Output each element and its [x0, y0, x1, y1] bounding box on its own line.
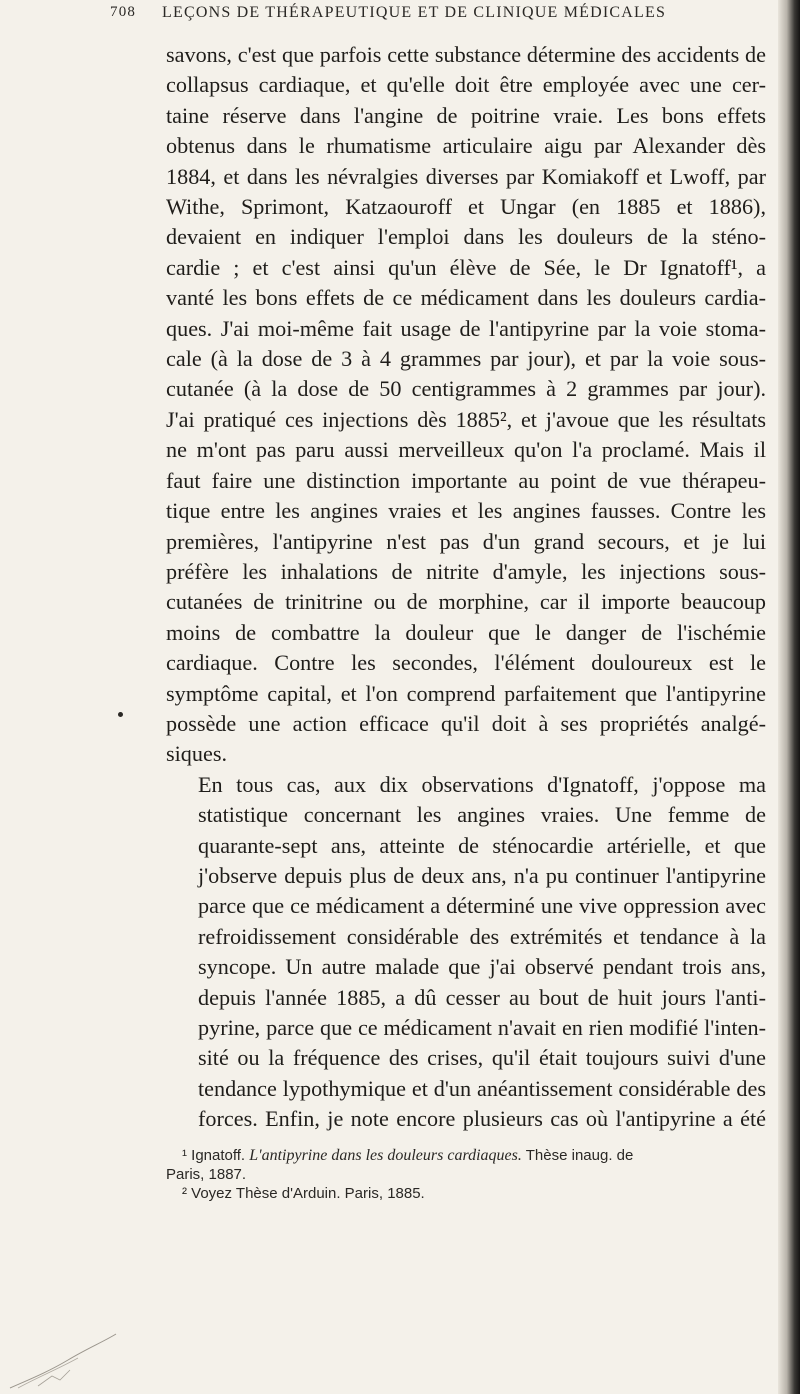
text-line: ne m'ont pas paru aussi merveilleux qu'on l'a proclamé. Mais il [166, 437, 766, 463]
page-edge-shadow [778, 0, 800, 1394]
text-line: faut faire une distinction importante au point de vue thérapeu- [166, 467, 766, 493]
running-title: LEÇONS DE THÉRAPEUTIQUE ET DE CLINIQUE MÉDICALES [162, 4, 667, 21]
text-line: moins de combattre la douleur que le danger de l'ischémie [166, 619, 766, 645]
text-line: préfère les inhalations de nitrite d'amyle, les injections sous- [166, 558, 766, 584]
text-line: quarante-sept ans, atteinte de sténocardie artérielle, et que [198, 832, 766, 858]
running-header [110, 0, 770, 30]
text-line: devaient en indiquer l'emploi dans les douleurs de la sténo- [166, 224, 766, 250]
text-line: cutanées de trinitrine ou de morphine, car il importe beaucoup [166, 589, 766, 615]
text-line: savons, c'est que parfois cette substance détermine des accidents de [166, 42, 766, 67]
text-line: depuis l'année 1885, a dû cesser au bout de huit jours l'anti- [198, 984, 766, 1010]
paragraph-1 [166, 40, 766, 770]
text-line: collapsus cardiaque, et qu'elle doit être employée avec une cer- [166, 72, 766, 98]
footnote-1-info: Thèse inaug. de [521, 1147, 634, 1164]
text-line: 1884, et dans les névralgies diverses par Komiakoff et Lwoff, par [166, 163, 766, 189]
margin-mark [118, 712, 123, 717]
text-line: statistique concernant les angines vraies. Une femme de [198, 802, 766, 828]
paragraph-2 [166, 770, 766, 1135]
text-line: pyrine, parce que ce médicament n'avait en rien modifié l'inten- [198, 1015, 766, 1040]
footnote-1 [166, 1146, 766, 1165]
text-line: Withe, Sprimont, Katzaouroff et Ungar (en 1885 et 1886), [166, 194, 766, 220]
footnote-1-continued: Paris, 1887. [166, 1166, 247, 1183]
pencil-sketch-mark [8, 1330, 118, 1390]
text-line: syncope. Un autre malade que j'ai observé pendant trois ans, [198, 954, 766, 980]
footnote-1-author: ¹ Ignatoff. [182, 1147, 250, 1164]
text-line: refroidissement considérable des extrémités et tendance à la [198, 923, 766, 949]
text-line: cutanée (à la dose de 50 centigrammes à 2 grammes par jour). [166, 376, 766, 402]
text-line: possède une action efficace qu'il doit à ses propriétés analgé- [166, 710, 766, 736]
text-line: cardiaque. Contre les secondes, l'élément douloureux est le [166, 650, 766, 676]
footnote-1-title: L'antipyrine dans les douleurs cardiaques. [249, 1147, 522, 1164]
text-line: ques. J'ai moi-même fait usage de l'antipyrine par la voie stoma- [166, 315, 766, 341]
text-line: taine réserve dans l'angine de poitrine vraie. Les bons effets [166, 102, 766, 128]
text-line: parce que ce médicament a déterminé une vive oppression avec [198, 893, 766, 919]
body-text [166, 40, 766, 1135]
page-number: 708 [110, 4, 137, 20]
text-line: symptôme capital, et l'on comprend parfaitement que l'antipyrine [166, 680, 766, 706]
text-line: j'observe depuis plus de deux ans, n'a pu continuer l'antipyrine [198, 862, 766, 888]
text-line: cardie ; et c'est ainsi qu'un élève de Sée, le Dr Ignatoff¹, a [166, 254, 766, 280]
text-line: obtenus dans le rhumatisme articulaire aigu par Alexander dès [166, 133, 766, 159]
text-line: sité ou la fréquence des crises, qu'il était toujours suivi d'une [198, 1045, 766, 1071]
text-line: tique entre les angines vraies et les angines fausses. Contre les [166, 498, 766, 524]
text-line: J'ai pratiqué ces injections dès 1885², et j'avoue que les résultats [166, 406, 766, 432]
text-line: En tous cas, aux dix observations d'Ignatoff, j'oppose ma [198, 771, 766, 797]
text-line: siques. [166, 741, 228, 767]
text-line: forces. Enfin, je note encore plusieurs cas où l'antipyrine a été [198, 1106, 766, 1132]
text-line: vanté les bons effets de ce médicament dans les douleurs cardia- [166, 285, 766, 311]
text-line: cale (à la dose de 3 à 4 grammes par jour), et par la voie sous- [166, 346, 766, 372]
text-line: premières, l'antipyrine n'est pas d'un grand secours, et je lui [166, 528, 766, 554]
footnotes [166, 1146, 766, 1203]
footnote-2: ² Voyez Thèse d'Arduin. Paris, 1885. [182, 1185, 425, 1202]
text-line: tendance lypothymique et d'un anéantissement considérable des [198, 1075, 766, 1101]
